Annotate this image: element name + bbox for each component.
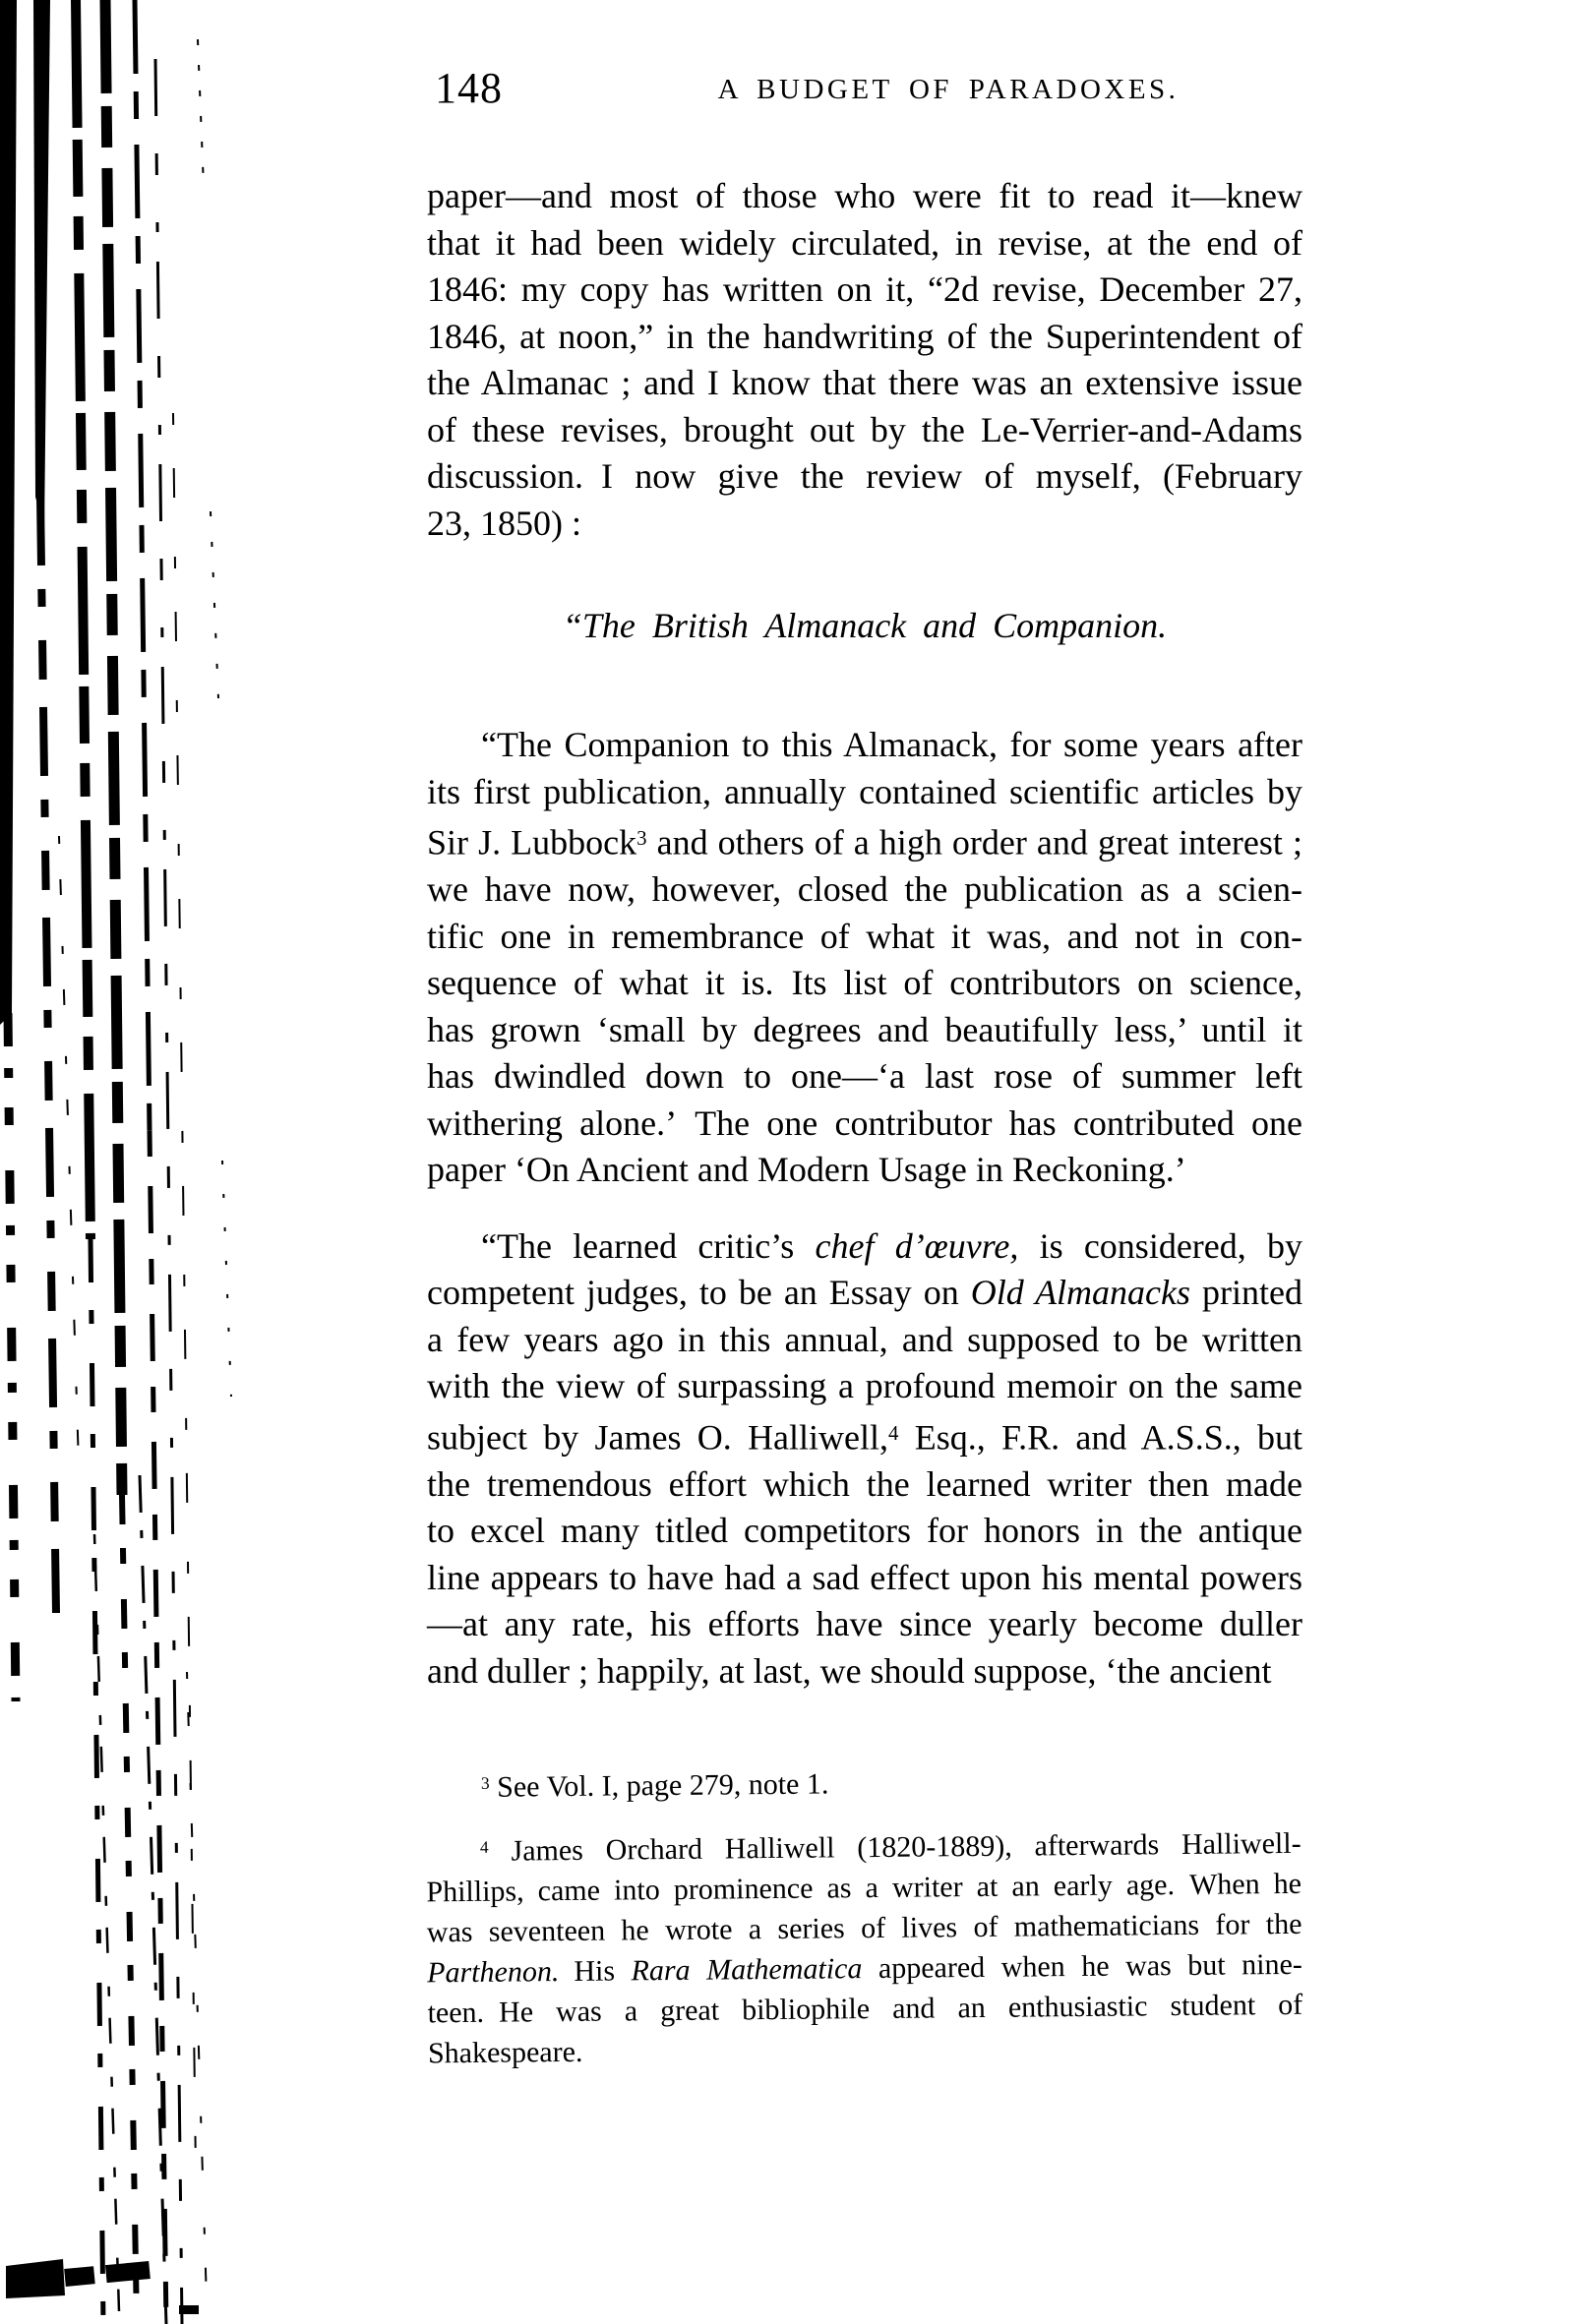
text-segment: Esq., F.R. and A.S.S., but (898, 1417, 1303, 1458)
text-line-content (427, 1760, 829, 1809)
text-line (427, 1317, 1302, 1364)
text-line (427, 407, 1302, 454)
text-line (427, 173, 1302, 220)
text-line-content (427, 815, 1302, 866)
footnote-marker: 4 (479, 1836, 489, 1858)
text-line-content (427, 722, 1302, 769)
text-line-content (427, 1508, 1302, 1555)
text-segment: His (559, 1954, 632, 1989)
text-segment: competent judges, to be an Essay on (427, 1273, 971, 1313)
text-segment: James Orchard Halliwell (1820-1889), afterwards Halliwell- (488, 1827, 1302, 1868)
text-line-content (427, 407, 1302, 454)
scan-blob-bottom (6, 2259, 65, 2298)
text-line-content (427, 1555, 1302, 1602)
text-line-content (427, 360, 1302, 407)
text-line (427, 220, 1302, 268)
text-line (427, 722, 1302, 769)
footnote-4 (426, 1819, 1303, 2074)
text-line-content (428, 2032, 583, 2074)
italic-text: “The British Almanack and Companion. (562, 606, 1168, 645)
text-line (427, 602, 1302, 649)
text-blocks (427, 173, 1302, 2073)
text-segment: 23, 1850) : (427, 503, 581, 543)
text-line (427, 1363, 1302, 1410)
text-segment: subject by James O. Halliwell, (427, 1417, 889, 1458)
text-line (427, 1147, 1302, 1194)
text-segment: “The learned critic’s (481, 1225, 816, 1266)
text-line (427, 866, 1302, 914)
text-segment: has dwindled down to one—‘a last rose of summer left (427, 1056, 1302, 1097)
text-segment: has grown ‘small by degrees and beautifully less,’ until it (427, 1009, 1302, 1049)
text-segment: “The Companion to this Almanack, for some years after (481, 725, 1302, 764)
text-line-content (427, 220, 1302, 268)
page (427, 0, 1302, 2073)
text-line-content (427, 1317, 1302, 1364)
text-line (427, 1053, 1302, 1101)
text-line (427, 1101, 1302, 1148)
text-line (427, 501, 1302, 548)
text-segment: line appears to have had a sad effect upon his mental powers (427, 1557, 1302, 1597)
scan-binding-artifacts (0, 0, 266, 2324)
text-segment: See Vol. I, page 279, note 1. (489, 1767, 829, 1804)
text-line (427, 1601, 1302, 1648)
text-segment: Shakespeare. (427, 2036, 583, 2070)
text-segment: teen. He was a great bibliophile and an enthusiastic student of (427, 1989, 1303, 2030)
text-line (427, 960, 1302, 1007)
text-line (427, 453, 1302, 501)
text-segment: 1846, at noon,” in the handwriting of the Superintendent of (427, 316, 1302, 356)
text-segment: tific one in remembrance of what it was, and not in con- (427, 916, 1302, 956)
text-line (427, 314, 1302, 361)
text-segment: its first publication, annually contained scientific articles by (427, 771, 1302, 811)
text-segment: 1846: my copy has written on it, “2d revise, December 27, (427, 269, 1302, 309)
text-line (427, 769, 1302, 816)
section-heading (427, 602, 1302, 649)
text-line (427, 1007, 1302, 1054)
text-line (427, 815, 1302, 866)
text-segment: the tremendous effort which the learned writer then made (427, 1463, 1302, 1504)
page-number: 148 (435, 64, 503, 112)
text-line (427, 1410, 1302, 1461)
text-line-content (427, 453, 1302, 501)
text-segment: a few years ago in this annual, and supposed to be written (427, 1319, 1302, 1359)
text-segment: paper—and most of those who were fit to read it—knew (427, 176, 1302, 215)
text-line (427, 360, 1302, 407)
page-header (427, 61, 1302, 118)
text-segment: appeared when he was but nine- (862, 1948, 1302, 1986)
footnote-3 (427, 1756, 1302, 1809)
text-line (427, 1648, 1302, 1696)
text-segment: Phillips, came into prominence as a writer at an early age. When he (426, 1868, 1302, 1909)
text-line-content (427, 314, 1302, 361)
text-segment: paper ‘On Ancient and Modern Usage in Reckoning.’ (427, 1150, 1186, 1190)
text-segment: is considered, by (1018, 1225, 1302, 1266)
text-segment: discussion. I now give the review of myself, (February (427, 456, 1302, 496)
text-segment: withering alone.’ The one contributor has contributed one (427, 1102, 1302, 1143)
text-line (427, 914, 1302, 961)
text-line-content (427, 960, 1302, 1007)
text-line (427, 1508, 1302, 1555)
text-line (428, 2025, 1303, 2074)
text-segment: of these revises, brought out by the Le-Verrier-and-Adams (427, 409, 1302, 449)
scan-streaks (0, 0, 231, 2324)
text-line-content (427, 1461, 1302, 1509)
text-line-content (427, 1147, 1186, 1194)
italic-text: Parthenon. (427, 1955, 560, 1990)
text-line-content (427, 1270, 1302, 1317)
text-line-content (427, 1007, 1302, 1054)
text-line-content (427, 866, 1302, 914)
running-title: A BUDGET OF PARADOXES. (717, 74, 1180, 105)
text-segment: and duller ; happily, at last, we should suppose, ‘the ancient (427, 1650, 1272, 1691)
text-segment: that it had been widely circulated, in revise, at the end of (427, 222, 1302, 263)
text-segment: with the view of surpassing a profound memoir on the same (427, 1366, 1302, 1406)
paragraph-2 (427, 722, 1302, 1194)
text-line (427, 267, 1302, 314)
paragraph-3 (427, 1223, 1302, 1696)
text-segment: the Almanac ; and I know that there was an extensive issue (427, 363, 1302, 402)
text-line (427, 1756, 1302, 1809)
text-line-content (427, 1363, 1302, 1410)
text-line-content (427, 267, 1302, 314)
text-segment: sequence of what it is. Its list of contributors on science, (427, 963, 1302, 1003)
text-segment: we have now, however, closed the publication as a scien- (427, 869, 1302, 910)
text-line-content (427, 1601, 1302, 1648)
text-line-content (427, 1648, 1271, 1696)
text-line-content (427, 1223, 1302, 1271)
text-segment: was seventeen he wrote a series of lives of mathematicians for the (426, 1908, 1302, 1949)
text-segment: —at any rate, his efforts have since yearly become duller (427, 1604, 1302, 1644)
text-segment: Sir J. Lubbock (427, 822, 637, 863)
text-segment: and others of a high order and great interest ; (646, 822, 1302, 863)
text-line (427, 1270, 1302, 1317)
text-line-content (563, 606, 1167, 645)
footnote-marker: 3 (480, 1772, 490, 1794)
footnote-marker: 4 (888, 1420, 899, 1445)
text-line (427, 1555, 1302, 1602)
text-segment: printed (1190, 1273, 1302, 1313)
text-line-content (427, 1053, 1302, 1101)
text-line (427, 1461, 1302, 1509)
text-line-content (427, 769, 1302, 816)
italic-text: Old Almanacks (970, 1273, 1191, 1313)
footnote-marker: 3 (636, 826, 647, 850)
text-line-content (427, 1101, 1302, 1148)
text-segment: to excel many titled competitors for honors in the antique (427, 1511, 1302, 1551)
text-line-content (427, 501, 581, 548)
paragraph-1 (427, 173, 1302, 547)
text-line-content (427, 914, 1302, 961)
text-line (427, 1223, 1302, 1271)
text-line-content (427, 1410, 1302, 1461)
italic-text: chef d’œuvre, (815, 1225, 1019, 1266)
text-line-content (427, 173, 1302, 220)
italic-text: Rara Mathematica (631, 1952, 863, 1988)
